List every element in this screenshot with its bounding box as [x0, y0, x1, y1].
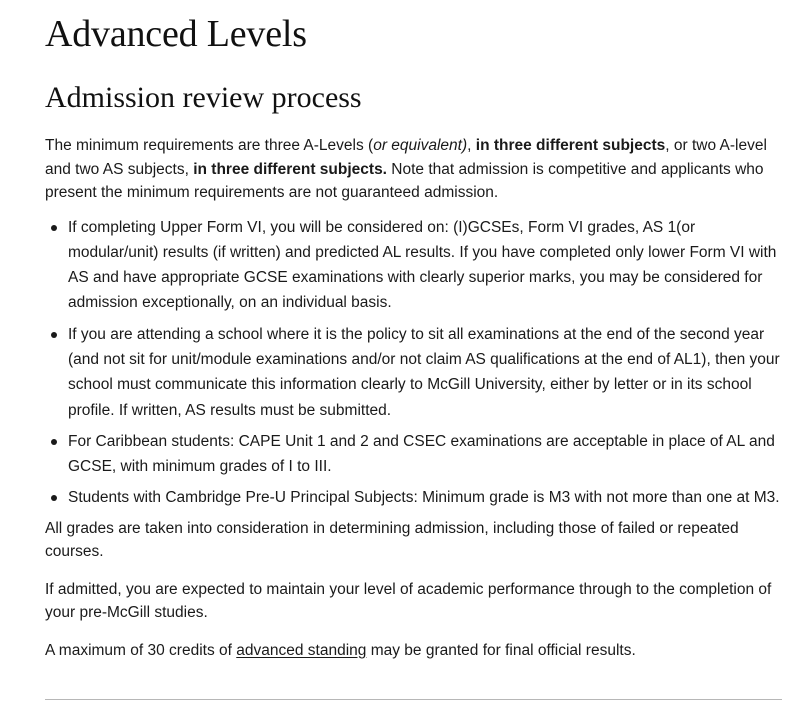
intro-text-1: The minimum requirements are three A-Levels (	[45, 137, 374, 154]
intro-text-3: , or two A-level and two AS subjects,	[45, 137, 767, 178]
admitted-paragraph: If admitted, you are expected to maintain your level of academic performance through to the completion of your pre-McGill studies.	[45, 580, 772, 622]
list-item	[45, 322, 780, 423]
list-item-text: If you are attending a school where it is the policy to sit all examinations at the end of the second year (and not sit for unit/module examinations and/or not claim AS qualifications at the end of AL1), then your school must communicate this information clearly to McGill University, either by letter or in its school profile. If written, AS results must be submitted.	[68, 325, 780, 419]
list-item	[45, 485, 780, 510]
list-item-text: For Caribbean students: CAPE Unit 1 and 2 and CSEC examinations are acceptable in place of AL and GCSE, with minimum grades of I to III.	[68, 432, 775, 476]
advanced-standing-link[interactable]: advanced standing	[236, 641, 367, 659]
bullet-icon	[51, 495, 57, 501]
list-item-text: Students with Cambridge Pre-U Principal Subjects: Minimum grade is M3 with not more than one at M3.	[68, 489, 780, 507]
list-item	[45, 429, 780, 480]
credits-text-before: A maximum of 30 credits of	[45, 641, 237, 659]
intro-bold-1: in three different subjects	[475, 137, 666, 154]
bullet-icon	[51, 332, 57, 338]
list-item-text: If completing Upper Form VI, you will be considered on: (I)GCSEs, Form VI grades, AS 1(or modular/unit) results (if written) and predicted AL results. If you have completed only lower Form VI with AS and have appropriate GCSE examinations with clearly superior marks, you may be considered for admission exceptionally, on an individual basis.	[68, 218, 777, 312]
intro-paragraph	[45, 134, 770, 205]
section-title: Admission review process	[45, 81, 362, 114]
credits-paragraph	[45, 639, 780, 663]
main-content	[45, 0, 780, 662]
requirements-list	[45, 215, 780, 511]
intro-text-2: ,	[467, 137, 476, 154]
bullet-icon	[51, 225, 57, 231]
divider	[45, 699, 782, 700]
intro-italic: or equivalent)	[373, 137, 468, 154]
page-title: Advanced Levels	[45, 13, 307, 55]
intro-bold-2: in three different subjects.	[193, 160, 387, 178]
credits-text-after: may be granted for final official results.	[366, 641, 636, 659]
bullet-icon	[51, 439, 57, 445]
intro-text-4: Note that admission is competitive and applicants who present the minimum requirements are not guaranteed admission.	[45, 160, 764, 201]
list-item	[45, 215, 780, 316]
grades-paragraph: All grades are taken into consideration in determining admission, including those of failed or repeated courses.	[45, 519, 739, 561]
